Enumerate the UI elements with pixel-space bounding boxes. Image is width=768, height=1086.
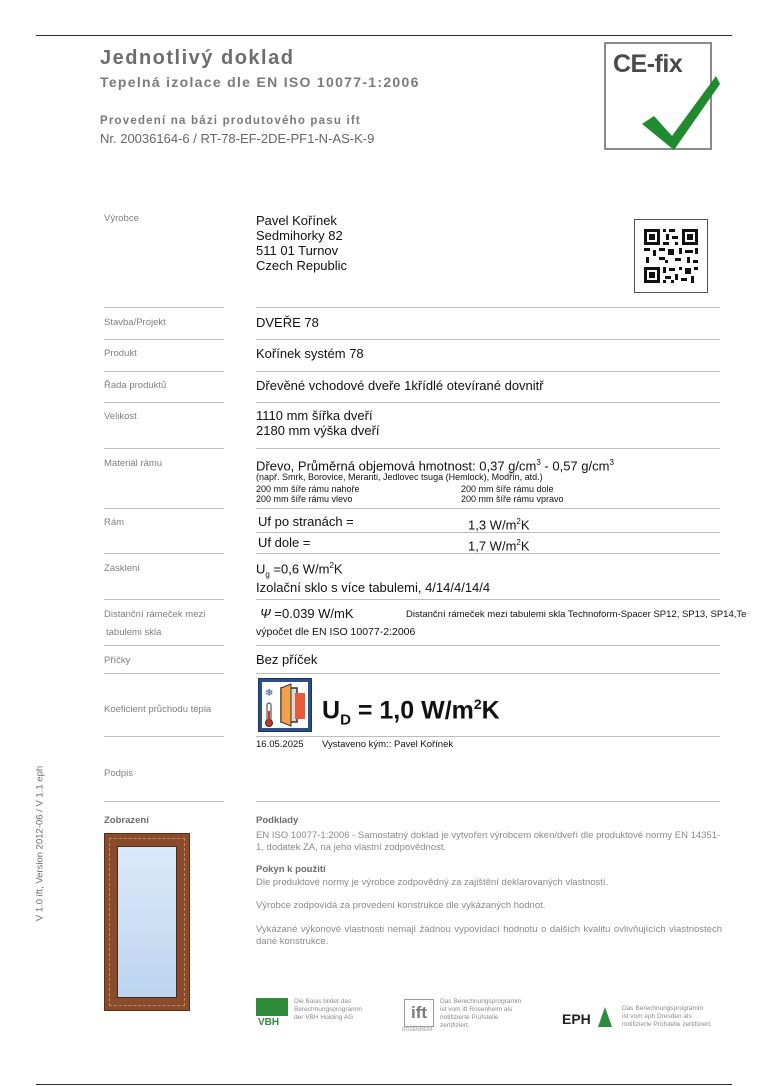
project-label: Stavba/Projekt xyxy=(104,317,166,328)
eph-leaf-icon xyxy=(596,1005,614,1029)
bottom-rule xyxy=(36,1084,732,1085)
uf-side-value xyxy=(468,514,530,532)
separator-value xyxy=(256,448,720,449)
ug-sub: g xyxy=(265,569,270,579)
separator-value xyxy=(256,599,720,600)
manufacturer-street: Sedmihorky 82 xyxy=(256,228,343,243)
separator-value xyxy=(256,673,720,674)
project-value: DVEŘE 78 xyxy=(256,315,319,330)
separator-label xyxy=(104,553,224,554)
bars-label: Příčky xyxy=(104,655,131,666)
spacer-description: Distanční rámeček mezi tabulemi skla Technoform-Spacer SP12, SP13, SP14,Te xyxy=(406,609,747,620)
ud-sub: D xyxy=(340,711,351,729)
ift-text-line: Das Berechnungsprogramm xyxy=(440,998,522,1005)
ce-fix-text: CE-fix xyxy=(613,50,683,78)
separator-value xyxy=(256,553,720,554)
separator-label xyxy=(104,508,224,509)
ug-value: =0,6 W/m xyxy=(269,561,330,577)
spacer-label-1: Distanční rámeček mezi xyxy=(104,609,206,620)
separator-label xyxy=(104,801,224,802)
frame-material-density-max: - 0,57 g/cm xyxy=(540,458,610,474)
frame-material-species: (např. Smrk, Borovice, Meranti, Jedlovec tsuga (Hemlock), Modřín, atd.) xyxy=(256,472,543,482)
separator-label xyxy=(104,736,224,737)
doc-number: Nr. 20036164-6 / RT-78-EF-2DE-PF1-N-AS-K-9 xyxy=(100,131,375,146)
sup-2: 2 xyxy=(516,517,521,526)
frame-left: 200 mm šíře rámu vlevo xyxy=(256,494,353,504)
frame-label: Rám xyxy=(104,517,125,528)
uf-side-number: 1,3 W/m xyxy=(468,517,517,533)
thermal-transmittance-icon xyxy=(258,678,312,732)
bars-value: Bez příček xyxy=(256,652,318,667)
ug-symbol: U xyxy=(256,561,266,577)
manufacturer-country: Czech Republic xyxy=(256,258,348,273)
size-height: 2180 mm výška dveří xyxy=(256,423,380,438)
ud-symbol: U xyxy=(322,696,341,725)
separator-label xyxy=(104,371,224,372)
separator-label xyxy=(104,645,224,646)
ift-text xyxy=(440,998,521,1030)
manufacturer-address xyxy=(256,213,347,273)
unit-k: K xyxy=(520,517,530,533)
checkmark-icon xyxy=(638,72,724,152)
svg-text:❄: ❄ xyxy=(265,688,274,699)
spacer-psi xyxy=(260,606,354,621)
size-width: 1110 mm šířka dveří xyxy=(256,408,373,423)
product-label: Produkt xyxy=(104,348,137,359)
uf-bottom-value xyxy=(468,535,530,553)
vbh-logo-text: VBH xyxy=(258,1017,280,1028)
sup-3: 3 xyxy=(536,458,541,467)
frame-material-density-min: Dřevo, Průměrná objemová hmotnost: 0,37 g/cm xyxy=(256,458,537,474)
vbh-text xyxy=(294,998,362,1022)
issue-date: 16.05.2025 xyxy=(256,739,304,750)
ift-text-line: notifizierte Prüfstelle xyxy=(440,1014,499,1021)
eph-logo xyxy=(562,1005,614,1033)
uf-bottom-number: 1,7 W/m xyxy=(468,538,517,554)
separator-value xyxy=(256,371,720,372)
glazing-description: Izolační sklo s více tabulemi, 4/14/4/14/4 xyxy=(256,580,491,595)
version-text: V 1.0 ift, Version 2012-06 / V 1.1 eph xyxy=(34,765,46,922)
separator-value xyxy=(256,532,720,533)
doc-title: Jednotlivý doklad xyxy=(100,47,295,69)
separator-label xyxy=(104,307,224,308)
separator-value xyxy=(256,736,720,737)
psi-value: =0.039 W/mK xyxy=(270,606,354,621)
door-glass xyxy=(117,846,177,998)
frame-bottom: 200 mm šíře rámu dole xyxy=(461,484,554,494)
separator-value xyxy=(256,801,720,802)
ift-logo-text: ift xyxy=(404,999,434,1027)
separator-label xyxy=(104,448,224,449)
ud-number: = 1,0 W/m xyxy=(350,696,474,725)
separator-label xyxy=(104,402,224,403)
frame-material-main xyxy=(256,455,614,473)
doc-subtitle: Tepelná izolace dle EN ISO 10077-1:2006 xyxy=(100,74,420,90)
unit-k: K xyxy=(481,696,500,725)
psi-icon: Ψ xyxy=(260,606,271,621)
frame-top: 200 mm šíře rámu nahoře xyxy=(256,484,360,494)
door-image xyxy=(104,833,190,1011)
series-value: Dřevěné vchodové dveře 1křídlé otevírané dovnitř xyxy=(256,378,544,393)
frame-material-label: Materiál rámu xyxy=(104,458,163,469)
separator-label xyxy=(104,599,224,600)
signature-label: Podpis xyxy=(104,768,134,779)
eph-text-line: Das Berechnungsprogramm xyxy=(622,1005,704,1012)
spacer-label-2: tabulemi skla xyxy=(106,627,162,638)
separator-value xyxy=(256,402,720,403)
spacer-calc: výpočet dle EN ISO 10077-2:2006 xyxy=(256,626,416,638)
ud-value xyxy=(322,696,500,728)
glazing-ug xyxy=(256,558,343,582)
basis-text: EN ISO 10077-1:2006 - Samostatný doklad je vytvořen výrobcem oken/dveří dle produktové normy EN 14351-1, dodatek ZA, na jeho vlastní zodpovědnost. xyxy=(256,830,721,853)
vbh-text-line: der VBH Holding AG xyxy=(294,1014,354,1021)
display-label: Zobrazení xyxy=(104,815,149,826)
sup-2: 2 xyxy=(329,561,334,570)
series-label: Řada produktů xyxy=(104,380,167,391)
note-3: Vykázané výkonové vlastnosti nemají žádnou vypovídací hodnotu o dalších kvalitu ovlivňujících vlastnostech dané konstrukce. xyxy=(256,924,722,947)
separator-label xyxy=(104,339,224,340)
manufacturer-name: Pavel Kořínek xyxy=(256,213,337,228)
ift-text-line: zertifiziert. xyxy=(440,1022,470,1029)
vbh-text-line: Berechnungsprogramm xyxy=(294,1006,362,1013)
sup-3: 3 xyxy=(609,458,614,467)
basis-heading: Podklady xyxy=(256,815,299,826)
note-heading: Pokyn k použití xyxy=(256,864,326,875)
note-1: Dle produktové normy je výrobce zodpovědný za zajištění deklarovaných vlastností. xyxy=(256,877,609,888)
top-rule xyxy=(36,35,732,36)
vbh-logo xyxy=(256,998,288,1030)
separator-value xyxy=(256,339,720,340)
size-label: Velikost xyxy=(104,411,137,422)
ift-text-line: ist vom ift Rosenheim als xyxy=(440,1006,513,1013)
sup-2: 2 xyxy=(473,696,482,712)
eph-text xyxy=(622,1005,712,1029)
product-value: Kořínek systém 78 xyxy=(256,346,364,361)
uf-side-label: Uf po stranách = xyxy=(258,514,354,529)
eph-logo-text: EPH xyxy=(562,1011,591,1027)
separator-label xyxy=(104,673,224,674)
manufacturer-city: 511 01 Turnov xyxy=(256,243,339,258)
sup-2: 2 xyxy=(516,538,521,547)
doc-basis: Provedení na bázi produtového pasu ift xyxy=(100,115,361,127)
unit-k: K xyxy=(333,561,343,577)
size-value xyxy=(256,408,380,438)
uf-bottom-label: Uf dole = xyxy=(258,535,311,550)
eph-text-line: notifizierte Prüfstelle zertifiziert. xyxy=(622,1021,712,1028)
ift-logo xyxy=(402,997,434,1035)
vbh-text-line: Die Basis bildet das xyxy=(294,998,352,1005)
ift-logo-sub: ROSENHEIM xyxy=(402,1027,433,1033)
separator-value xyxy=(256,645,720,646)
note-2: Výrobce zodpovídá za provedení konstrukce dle vykázaných hodnot. xyxy=(256,900,546,911)
qr-code-icon xyxy=(634,219,708,293)
frame-right: 200 mm šíře rámu vpravo xyxy=(461,494,564,504)
glazing-label: Zasklení xyxy=(104,563,140,574)
issued-by: Vystaveno kým:: Pavel Kořínek xyxy=(322,739,454,750)
separator-value xyxy=(256,508,720,509)
coefficient-label: Koeficient průchodu tepla xyxy=(104,704,212,715)
manufacturer-label: Výrobce xyxy=(104,213,139,224)
unit-k: K xyxy=(520,538,530,554)
eph-text-line: ist vom eph Dresden als xyxy=(622,1013,692,1020)
separator-value xyxy=(256,307,720,308)
ce-fix-logo xyxy=(604,42,712,150)
